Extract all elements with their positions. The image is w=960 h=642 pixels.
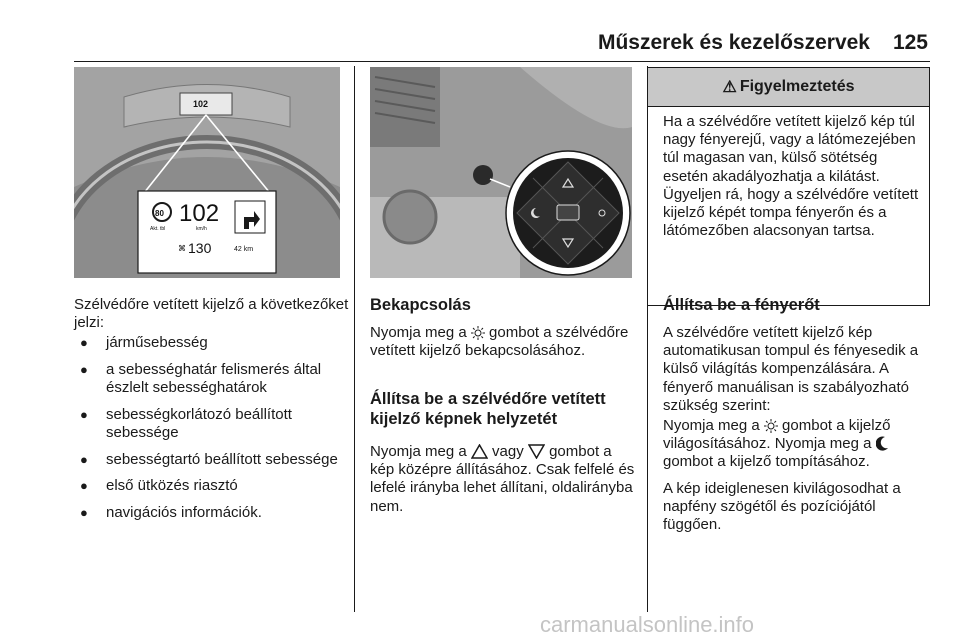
list-item: ● első ütközés riasztó [74, 477, 354, 495]
para2-c: gombot a kijelző tompításához. [663, 453, 870, 471]
page-number: 125 [892, 31, 928, 54]
para2-a: Nyomja meg a [663, 417, 760, 434]
speed-unit-text: km/h [196, 226, 207, 232]
moon-icon [876, 436, 889, 451]
vehicle-speed-text: 102 [179, 200, 220, 227]
btn-hud-icon [557, 205, 579, 220]
speed-limit-sign-text: 80 [155, 209, 164, 218]
position-heading: Állítsa be a szélvédőre vetített kijelző képnek helyzetét [370, 390, 606, 428]
triangle-down-icon [528, 444, 545, 459]
position-text-2: gombot a kép középre állításához. Csak felfelé és lefelé irányba lehet állítani, oldalirányba nem. [370, 443, 635, 515]
brightness-paragraph-2 [663, 417, 931, 472]
warning-text: Ha a szélvédőre vetített kijelző kép túl nagy fényerejű, vagy a látómezejében túl magasan van, külső sötétség esetén akadályozhatja a kilátást. Ügyeljen rá, hogy a szélvédőre vetített kijelző képét tompa fényerőn és a látómezőben alacsonyan tartsa. [663, 113, 919, 240]
nav-distance-text: 42 km [234, 246, 254, 253]
list-item: ● sebességkorlátozó beállított sebessége [74, 406, 354, 442]
cruise-speed-text: 130 [188, 240, 212, 256]
list-item: ● a sebességhatár felismerés által észlelt sebességhatárok [74, 361, 354, 397]
hud-control-buttons-figure [370, 67, 632, 278]
intro-text: Szélvédőre vetített kijelző a következőket jelzi: [74, 296, 349, 332]
list-item: ● navigációs információk. [74, 504, 354, 522]
triangle-up-icon [471, 444, 488, 459]
list-item: ● járműsebesség [74, 334, 354, 352]
mini-speed-text: 102 [193, 99, 209, 109]
para2-b: gombot a kijelző világosításához. Nyomja meg a [663, 417, 891, 453]
position-text-or: vagy [492, 443, 524, 460]
list-item: ● sebességtartó beállított sebessége [74, 451, 354, 469]
page-header-title: Műszerek és kezelőszervek [597, 31, 870, 54]
position-paragraph [370, 443, 636, 516]
hud-info-list [74, 334, 354, 531]
warning-header [648, 68, 929, 107]
warning-title: Figyelmeztetés [739, 78, 855, 95]
sun-icon [764, 419, 778, 433]
switch-on-text-1: Nyomja meg a [370, 324, 467, 341]
hud-display-figure [74, 67, 340, 278]
switch-on-heading: Bekapcsolás [370, 296, 471, 314]
warning-box [647, 67, 930, 306]
sun-icon [471, 326, 485, 340]
brightness-heading: Állítsa be a fényerőt [663, 296, 820, 314]
column-divider-left [354, 66, 355, 612]
watermark: carmanualsonline.info [540, 612, 755, 637]
speed-limit-caption: Akt. tbl [150, 226, 166, 232]
brightness-paragraph-1: A szélvédőre vetített kijelző kép automatikusan tompul és fényesedik a külső világítás kompenzálására. A fényerő manuálisan is szabályozható szükség szerint: [663, 324, 919, 414]
switch-on-text-2: gombot a szélvédőre vetített kijelző bekapcsolásához. [370, 324, 629, 360]
position-text-1: Nyomja meg a [370, 443, 467, 460]
header-rule [74, 61, 930, 62]
svg-text:⌘: ⌘ [178, 244, 186, 253]
switch-on-paragraph [370, 324, 632, 360]
brightness-paragraph-3: A kép ideiglenesen kivilágosodhat a napfény szögétől és pozíciójától függően. [663, 480, 901, 534]
warning-triangle-icon: ⚠ [722, 79, 737, 96]
